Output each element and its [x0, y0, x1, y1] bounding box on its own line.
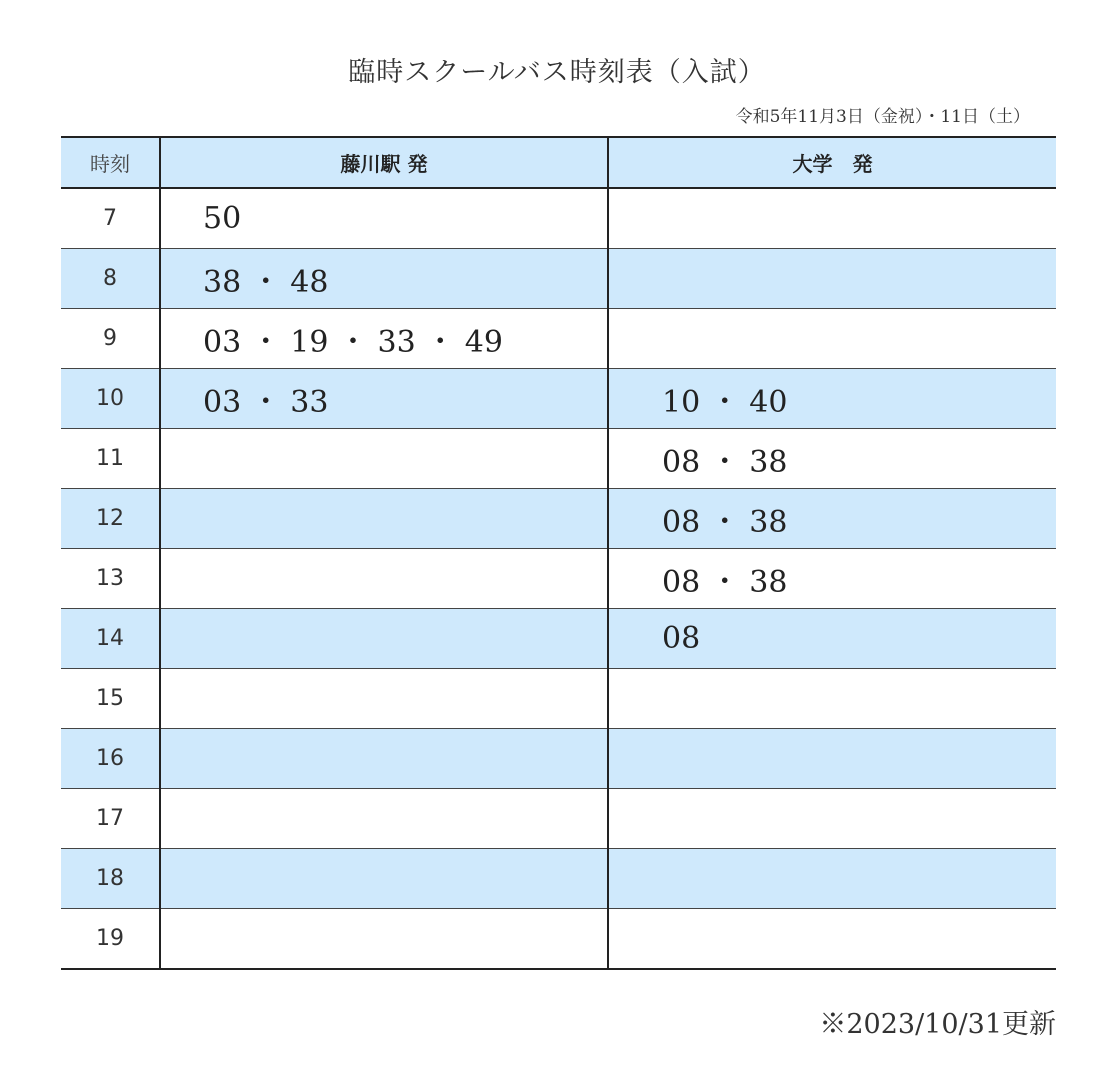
fujikawa-times-cell: 03 ・ 19 ・ 33 ・ 49: [160, 309, 608, 369]
header-row: [61, 137, 1056, 188]
table-row: [61, 429, 1056, 489]
university-times-cell: 08: [608, 609, 1056, 669]
fujikawa-times-cell: [160, 609, 608, 669]
hour-cell: 17: [61, 789, 160, 849]
university-times-cell: [608, 669, 1056, 729]
table-row: [61, 309, 1056, 369]
fujikawa-times-cell: [160, 789, 608, 849]
hour-cell: 7: [61, 188, 160, 249]
university-times-cell: [608, 849, 1056, 909]
table-row: [61, 188, 1056, 249]
fujikawa-times-cell: [160, 549, 608, 609]
university-times-cell: [608, 249, 1056, 309]
hour-cell: 19: [61, 909, 160, 970]
hour-cell: 15: [61, 669, 160, 729]
hour-cell: 11: [61, 429, 160, 489]
university-times-cell: 08 ・ 38: [608, 549, 1056, 609]
fujikawa-times-cell: [160, 669, 608, 729]
table-row: [61, 669, 1056, 729]
university-times-cell: [608, 188, 1056, 249]
date-subtitle: 令和5年11月3日（金祝）・11日（土）: [735, 107, 1030, 127]
hour-cell: 10: [61, 369, 160, 429]
hour-cell: 12: [61, 489, 160, 549]
fujikawa-times-cell: [160, 849, 608, 909]
column-header-university-departure: 大学 発: [608, 137, 1056, 188]
university-times-cell: [608, 309, 1056, 369]
fujikawa-times-cell: [160, 729, 608, 789]
hour-cell: 9: [61, 309, 160, 369]
table-row: [61, 789, 1056, 849]
table-row: [61, 369, 1056, 429]
table-row: [61, 849, 1056, 909]
column-header-fujikawa-departure: 藤川駅 発: [160, 137, 608, 188]
table-row: [61, 489, 1056, 549]
fujikawa-times-cell: [160, 909, 608, 970]
hour-cell: 16: [61, 729, 160, 789]
university-times-cell: [608, 909, 1056, 970]
table-row: [61, 249, 1056, 309]
page-title: 臨時スクールバス時刻表（入試）: [348, 57, 766, 88]
hour-cell: 18: [61, 849, 160, 909]
fujikawa-times-cell: 03 ・ 33: [160, 369, 608, 429]
table-row: [61, 729, 1056, 789]
university-times-cell: [608, 729, 1056, 789]
hour-cell: 14: [61, 609, 160, 669]
column-header-hour: 時刻: [61, 137, 160, 188]
fujikawa-times-cell: [160, 489, 608, 549]
timetable: [61, 136, 1056, 970]
table-row: [61, 549, 1056, 609]
university-times-cell: [608, 789, 1056, 849]
table-row: [61, 909, 1056, 970]
fujikawa-times-cell: [160, 429, 608, 489]
hour-cell: 13: [61, 549, 160, 609]
fujikawa-times-cell: 50: [160, 188, 608, 249]
university-times-cell: 10 ・ 40: [608, 369, 1056, 429]
hour-cell: 8: [61, 249, 160, 309]
update-note: ※2023/10/31更新: [819, 1009, 1056, 1040]
fujikawa-times-cell: 38 ・ 48: [160, 249, 608, 309]
table-row: [61, 609, 1056, 669]
university-times-cell: 08 ・ 38: [608, 489, 1056, 549]
university-times-cell: 08 ・ 38: [608, 429, 1056, 489]
